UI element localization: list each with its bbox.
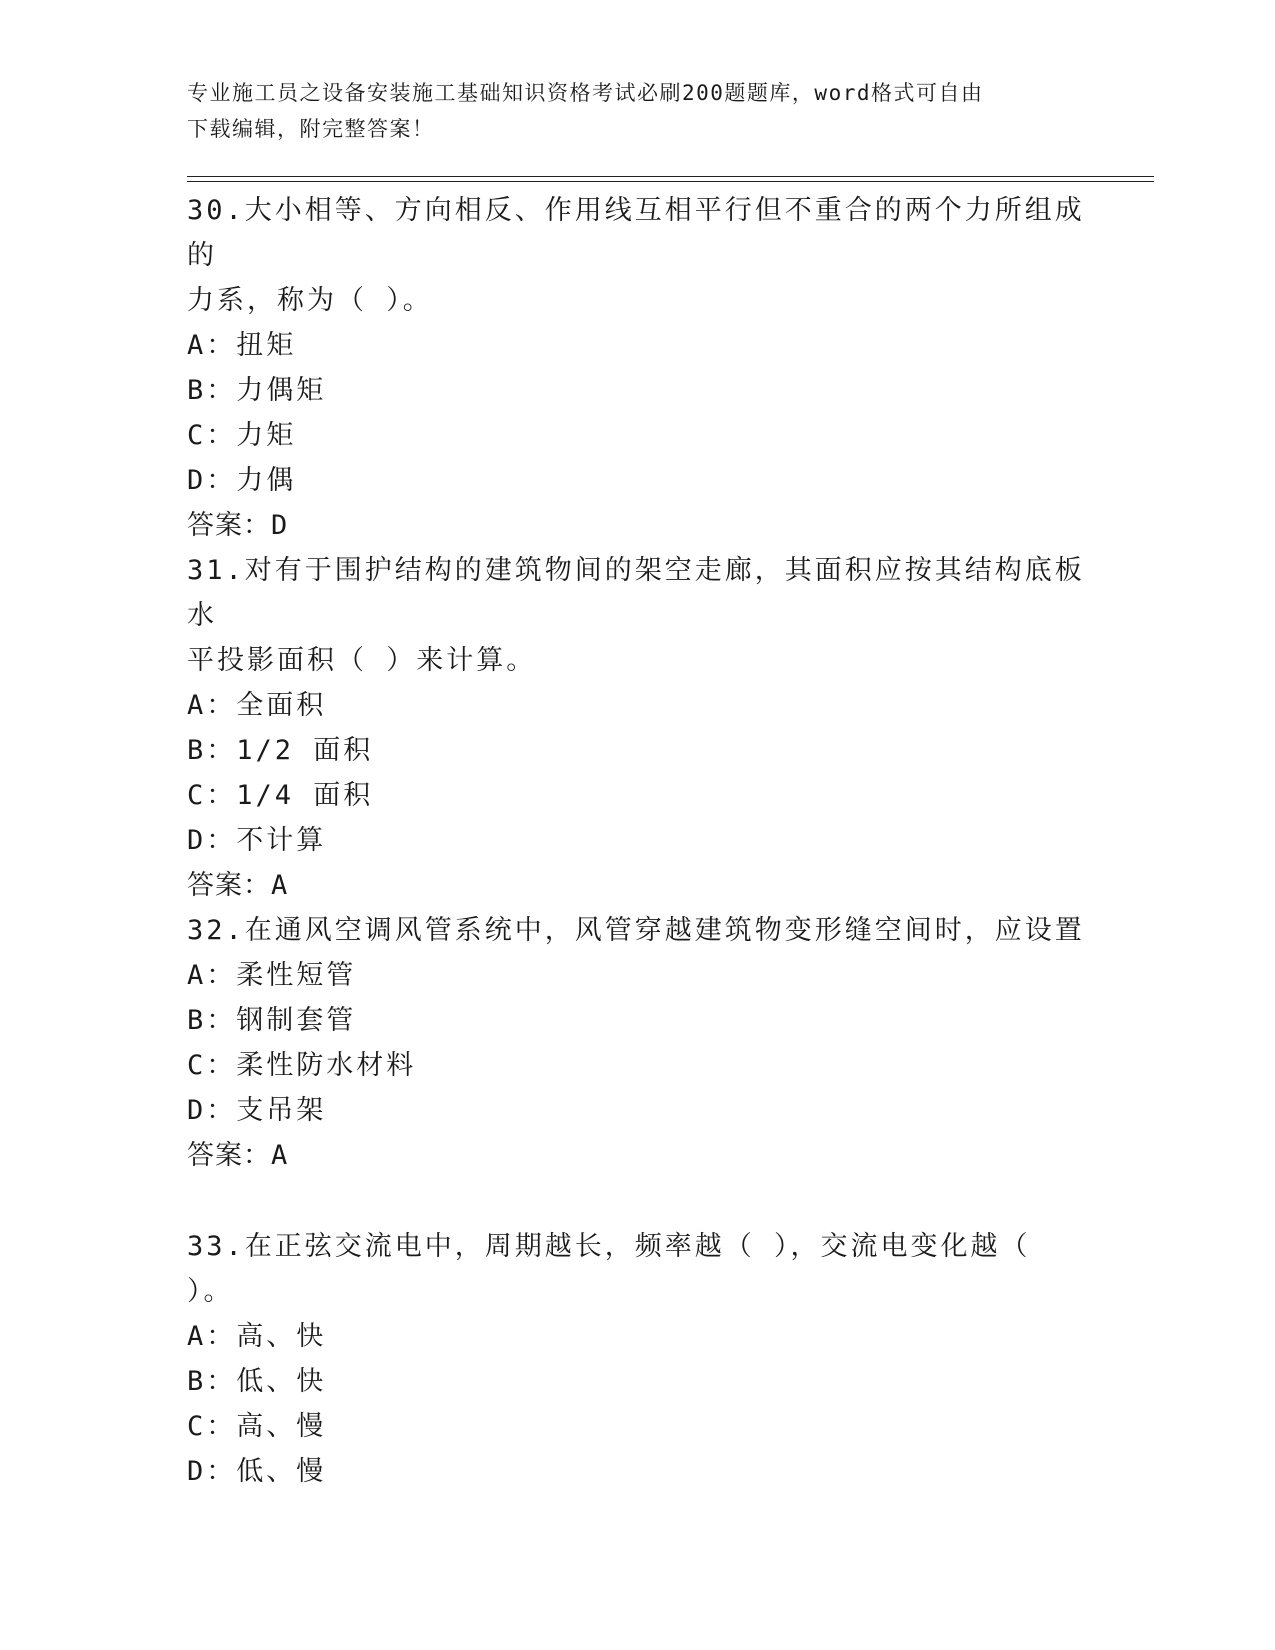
question-stem: 31.对有于围护结构的建筑物间的架空走廊，其面积应按其结构底板水 <box>187 555 1085 631</box>
option-a <box>187 683 1087 728</box>
option-text: 不计算 <box>236 825 327 856</box>
option-d <box>187 818 1087 863</box>
answer-value: A <box>271 870 289 901</box>
document-header <box>187 75 1087 147</box>
option-text: 力矩 <box>236 420 297 451</box>
header-line-2: 下载编辑，附完整答案！ <box>187 117 435 141</box>
option-text: 高、慢 <box>236 1411 327 1442</box>
answer-line <box>187 863 1087 908</box>
answer-value: D <box>271 510 289 541</box>
option-key: B： <box>187 375 237 406</box>
option-text: 低、慢 <box>236 1456 327 1487</box>
answer-line <box>187 503 1087 548</box>
header-divider-top <box>187 176 1154 177</box>
answer-label: 答案： <box>187 1140 271 1171</box>
question-stem: 30.大小相等、方向相反、作用线互相平行但不重合的两个力所组成的 <box>187 195 1085 271</box>
question-31 <box>187 548 1087 908</box>
option-b <box>187 728 1087 773</box>
option-key: D： <box>187 1095 237 1126</box>
option-c <box>187 413 1087 458</box>
header-line-1: 专业施工员之设备安装施工基础知识资格考试必刷200题题库，word格式可自由 <box>187 81 984 105</box>
question-32 <box>187 908 1087 1178</box>
option-key: D： <box>187 1456 237 1487</box>
option-key: D： <box>187 465 237 496</box>
option-key: B： <box>187 1366 237 1397</box>
option-text: 低、快 <box>236 1366 327 1397</box>
option-key: C： <box>187 780 237 811</box>
question-30 <box>187 188 1087 548</box>
option-key: A： <box>187 960 237 991</box>
answer-label: 答案： <box>187 870 271 901</box>
option-text: 全面积 <box>236 690 327 721</box>
option-key: A： <box>187 330 237 361</box>
option-b <box>187 368 1087 413</box>
option-text: 力偶 <box>236 465 297 496</box>
option-key: C： <box>187 1050 237 1081</box>
option-text: 力偶矩 <box>236 375 327 406</box>
option-key: C： <box>187 420 237 451</box>
option-a <box>187 953 1087 998</box>
option-d <box>187 1449 1087 1494</box>
answer-value: A <box>271 1140 289 1171</box>
option-key: A： <box>187 1321 237 1352</box>
option-text: 1/2 面积 <box>236 735 374 766</box>
option-key: D： <box>187 825 237 856</box>
option-text: 1/4 面积 <box>236 780 374 811</box>
answer-label: 答案： <box>187 510 271 541</box>
option-d <box>187 1088 1087 1133</box>
option-text: 钢制套管 <box>236 1005 357 1036</box>
question-stem: 32.在通风空调风管系统中，风管穿越建筑物变形缝空间时，应设置 <box>187 915 1085 946</box>
option-key: C： <box>187 1411 237 1442</box>
question-stem: 33.在正弦交流电中，周期越长，频率越（ ），交流电变化越（ ）。 <box>187 1231 1031 1307</box>
option-c <box>187 773 1087 818</box>
option-b <box>187 998 1087 1043</box>
option-text: 扭矩 <box>236 330 297 361</box>
question-33 <box>187 1224 1087 1494</box>
option-key: B： <box>187 735 237 766</box>
option-key: A： <box>187 690 237 721</box>
option-d <box>187 458 1087 503</box>
option-text: 高、快 <box>236 1321 327 1352</box>
question-stem-continued: 力系，称为（ ）。 <box>187 285 433 316</box>
question-stem-continued: 平投影面积（ ）来计算。 <box>187 645 537 676</box>
option-text: 柔性短管 <box>236 960 357 991</box>
answer-line <box>187 1133 1087 1178</box>
option-a <box>187 1314 1087 1359</box>
option-a <box>187 323 1087 368</box>
option-b <box>187 1359 1087 1404</box>
option-c <box>187 1043 1087 1088</box>
header-divider-bottom <box>187 181 1154 182</box>
option-text: 支吊架 <box>236 1095 327 1126</box>
option-c <box>187 1404 1087 1449</box>
option-key: B： <box>187 1005 237 1036</box>
option-text: 柔性防水材料 <box>236 1050 417 1081</box>
